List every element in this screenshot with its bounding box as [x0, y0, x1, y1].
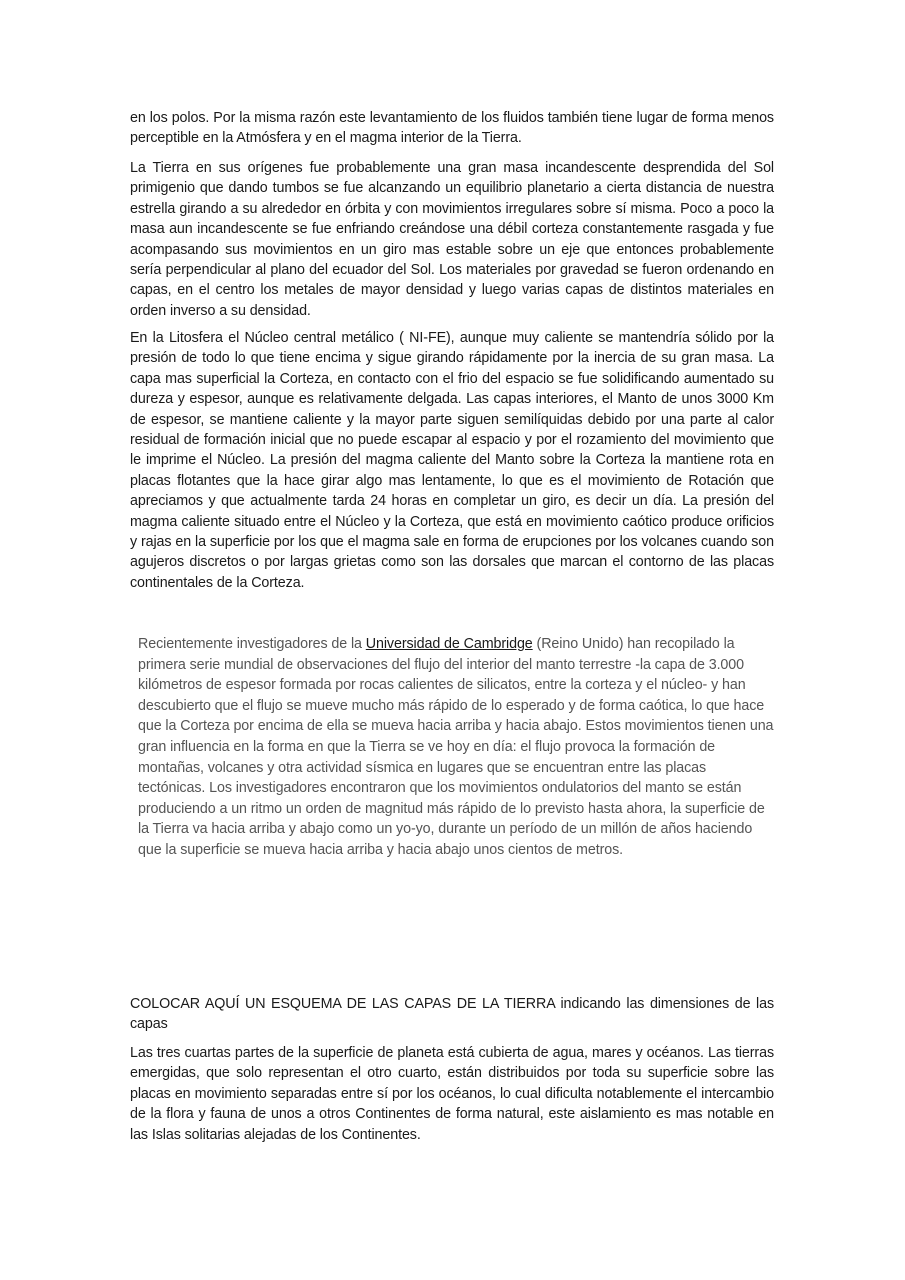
quote-text-after: (Reino Unido) han recopilado la primera serie mundial de observaciones del flujo del interior del manto terrestre -la capa de 3.000 kilómetros de espesor formada por rocas calientes de silicatos, entre la corteza y el núcleo- y han descubierto que el flujo se mueve mucho más rápido de lo esperado y de forma caótica, lo que hace que la Corteza por encima de ella se mueva hacia arriba y hacia abajo. Estos movimientos tienen una gran influencia en la forma en que la Tierra se ve hoy en día: el flujo provoca la formación de montañas, volcanes y otra actividad sísmica en lugares que se encuentran entre las placas tectónicas. Los investigadores encontraron que los movimientos ondulatorios del manto se están produciendo a un ritmo un orden de magnitud más rápido de lo previsto hasta ahora, la superficie de la Tierra va hacia arriba y abajo como un yo-yo, durante un período de un millón de años haciendo que la superficie se mueva hacia arriba y hacia abajo unos cientos de metros.: [138, 636, 774, 858]
cambridge-link[interactable]: Universidad de Cambridge: [365, 636, 533, 652]
paragraph-litosfera: En la Litosfera el Núcleo central metálico ( NI-FE), aunque muy caliente se mantendría sólido por la presión de todo lo que tiene encima y sigue girando rápidamente por la inercia de su gran masa. La capa mas superficial la Corteza, en contacto con el frio del espacio se fue solidificando aumentado su dureza y espesor, aunque es relativamente delgada. Las capas interiores, el Manto de unos 3000 Km de espesor, se mantiene caliente y la mayor parte siguen semilíquidas debido por una parte al calor residual de formación inicial que no puede escapar al espacio y por el rozamiento del movimiento que le imprime el Núcleo. La presión del magma caliente del Manto sobre la Corteza la mantiene rota en placas flotantes que la hace girar algo mas lentamente, lo que es el movimiento de Rotación que apreciamos y que actualmente tarda 24 horas en completar un giro, es decir un día. La presión del magma caliente situado entre el Núcleo y la Corteza, que está en movimiento caótico produce orificios y rajas en la superficie por los que el magma sale en forma de erupciones por los volcanes cuando son agujeros discretos o por largas grietas como son las dorsales que marcan el contorno de las placas continentales de la Corteza.: [130, 330, 774, 591]
paragraph-esquema-placeholder: COLOCAR AQUÍ UN ESQUEMA DE LAS CAPAS DE LA TIERRA indicando las dimensiones de las capas: [130, 996, 774, 1033]
paragraph-superficie-agua: Las tres cuartas partes de la superficie de planeta está cubierta de agua, mares y océanos. Las tierras emergidas, que solo representan el otro cuarto, están distribuidos por toda su superficie sobre las placas en movimiento separadas entre sí por los océanos, lo cual dificulta notablemente el intercambio de la flora y fauna de unos a otros Continentes de forma natural, este aislamiento es mas notable en las Islas solitarias alejadas de los Continentes.: [130, 1045, 774, 1143]
paragraph-polos: en los polos. Por la misma razón este levantamiento de los fluidos también tiene lugar de forma menos perceptible en la Atmósfera y en el magma interior de la Tierra.: [130, 110, 774, 147]
quote-text-before: Recientemente investigadores de la: [138, 636, 366, 652]
paragraph-origenes-tierra: La Tierra en sus orígenes fue probablemente una gran masa incandescente desprendida del Sol primigenio que dando tumbos se fue alcanzando un equilibrio planetario a cierta distancia de nuestra estrella girando a su alrededor en órbita y con movimientos irregulares sobre sí misma. Poco a poco la masa aun incandescente se fue enfriando creándose una débil corteza constantemente rasgada y fue acompasando sus movimientos en un giro mas estable sobre un eje que entonces probablemente sería perpendicular al plano del ecuador del Sol. Los materiales por gravedad se fueron ordenando en capas, en el centro los metales de mayor densidad y luego varias capas de distintos materiales en orden inverso a su densidad.: [130, 160, 774, 319]
quote-cambridge: [138, 634, 774, 861]
